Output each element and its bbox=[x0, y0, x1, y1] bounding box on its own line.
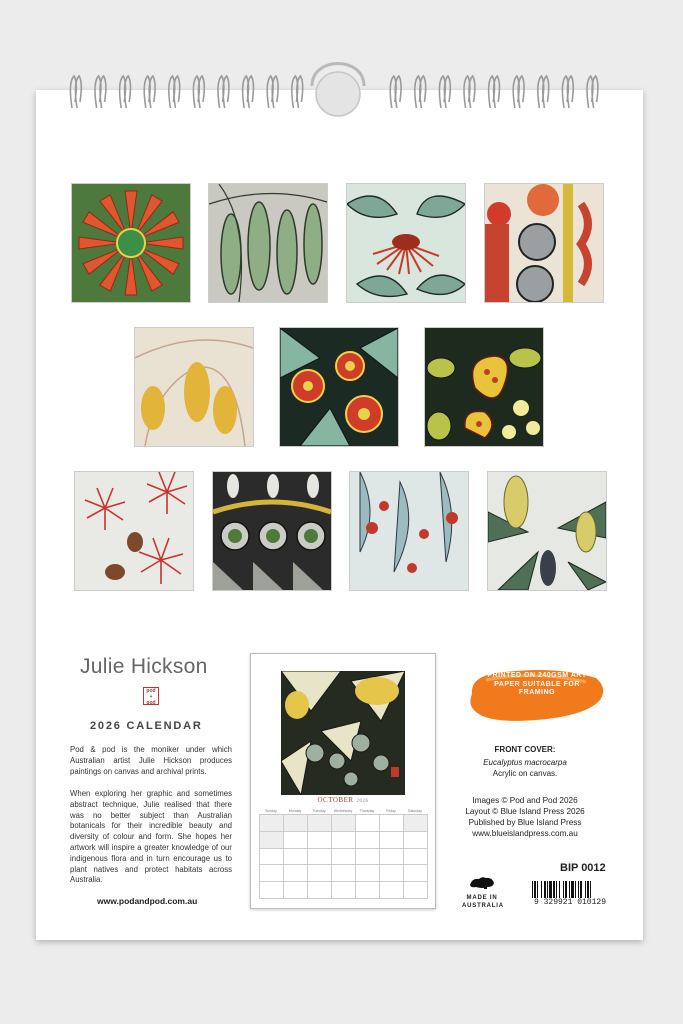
paper-quality-badge-text: PRINTED ON 240GSM ART PAPER SUITABLE FOR FRAMING bbox=[487, 672, 587, 696]
month-thumbnail-red-flowering-gum bbox=[74, 471, 194, 591]
month-thumbnail-geometric-gumnuts bbox=[212, 471, 332, 591]
weekday-label: Saturday bbox=[407, 809, 422, 813]
sample-month-label: OCTOBER bbox=[317, 796, 354, 804]
sample-month-page bbox=[250, 653, 436, 909]
sample-month-year: 2026 bbox=[356, 799, 369, 804]
credit-layout: Layout © Blue Island Press 2026 bbox=[465, 807, 585, 816]
front-cover-artwork bbox=[281, 671, 405, 795]
month-thumbnail-pods bbox=[208, 183, 328, 303]
website-link[interactable]: www.podandpod.com.au bbox=[97, 896, 198, 906]
publisher-website-link[interactable]: www.blueislandpress.com.au bbox=[472, 829, 578, 838]
month-thumbnail-flame-flower bbox=[71, 183, 191, 303]
blurb-paragraph-2: When exploring her graphic and sometimes abstract technique, Julie realised that there was no better subject than Australian botanicals for their incredible beauty and diversity of colour and form. She hopes her artwork will inspire a greater knowledge of our indigenous flora and in turn encourage us to plant natives and protect habitats across Australia. bbox=[70, 789, 232, 885]
weekday-label: Wednesday bbox=[333, 809, 353, 813]
weekday-label: Sunday bbox=[265, 809, 277, 813]
wire-binding bbox=[66, 72, 616, 112]
front-cover-heading: FRONT COVER: bbox=[494, 745, 556, 754]
front-cover-medium: Acrylic on canvas. bbox=[492, 769, 558, 778]
author-name: Julie Hickson bbox=[80, 655, 208, 678]
month-thumbnail-wattle-pods bbox=[424, 327, 544, 447]
sample-month-name bbox=[251, 796, 435, 804]
credit-images: Images © Pod and Pod 2026 bbox=[472, 796, 578, 805]
month-thumbnail-banksia bbox=[487, 471, 607, 591]
calendar-title: 2026 CALENDAR bbox=[90, 720, 203, 732]
month-thumbnail-abstract-circles bbox=[484, 183, 604, 303]
australia-map-icon bbox=[462, 875, 502, 889]
month-thumbnail-eucalyptus-caps bbox=[279, 327, 399, 447]
date-grid bbox=[259, 814, 428, 899]
made-in-label: MADE IN AUSTRALIA bbox=[462, 895, 504, 909]
credit-publisher: Published by Blue Island Press bbox=[468, 818, 582, 827]
weekday-header bbox=[259, 809, 427, 813]
blurb-paragraph-1: Pod & pod is the moniker under which Australian artist Julie Hickson produces paintings on canvas and archival prints. bbox=[70, 745, 232, 776]
weekday-label: Monday bbox=[288, 809, 302, 813]
month-thumbnail-golden-seeds bbox=[134, 327, 254, 447]
month-thumbnail-red-gum-blossom bbox=[346, 183, 466, 303]
front-cover-species: Eucalyptus macrocarpa bbox=[483, 758, 567, 767]
pod-and-pod-seal-logo: pod + pod bbox=[143, 687, 159, 705]
made-in-australia-mark bbox=[462, 875, 502, 910]
weekday-label: Thursday bbox=[359, 809, 375, 813]
weekday-label: Tuesday bbox=[312, 809, 326, 813]
barcode-number: 9 329921 010129 bbox=[525, 898, 615, 907]
product-code: BIP 0012 bbox=[560, 862, 606, 874]
weekday-label: Friday bbox=[386, 809, 396, 813]
month-thumbnail-blue-gum-leaves bbox=[349, 471, 469, 591]
